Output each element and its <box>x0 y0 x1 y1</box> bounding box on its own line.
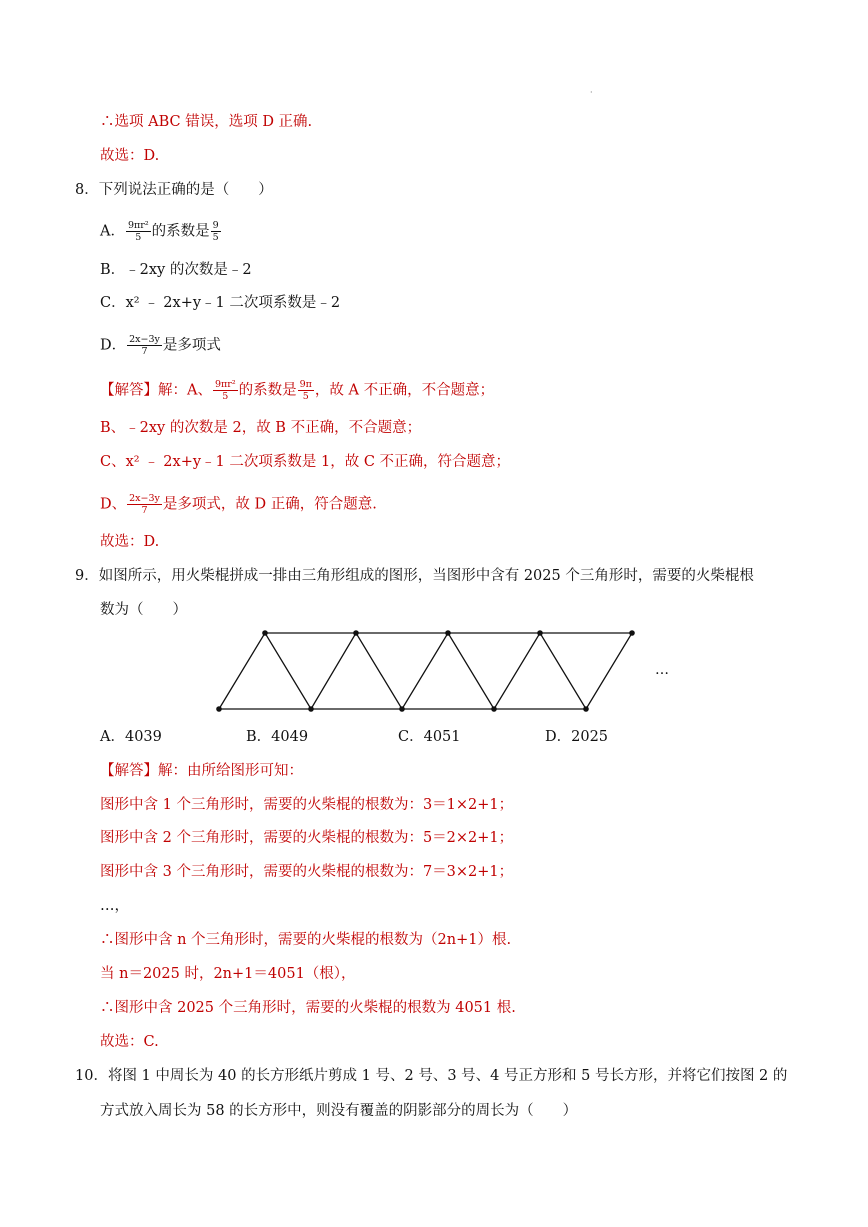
vertex-dot <box>445 630 451 636</box>
q8-option-d: D． $\frac{2x-3y}{7}$ 是多项式 <box>100 334 221 357</box>
figure-ellipsis: … <box>655 662 669 678</box>
q9-solution-line: ∴图形中含 2025 个三角形时，需要的火柴棍的根数为 4051 根. <box>100 1000 516 1016</box>
vertex-dot <box>399 706 405 712</box>
q8-sol-a-fraction: $\frac{\text{9πr²}}{5}$ <box>214 379 236 402</box>
vertex-dot <box>537 630 543 636</box>
q8-answer: 故选：D. <box>100 534 160 550</box>
q8-option-b: B．﹣2xy 的次数是﹣2 <box>100 262 252 278</box>
vertex-dot <box>353 630 359 636</box>
q9-solution-intro: 【解答】解：由所给图形可知： <box>100 763 303 779</box>
q9-solution-line: 图形中含 2 个三角形时，需要的火柴棍的根数为：5＝2×2+1； <box>100 830 514 846</box>
vertex-dot <box>491 706 497 712</box>
vertex-dot <box>216 706 222 712</box>
q8-a-fraction: $\frac{\text{9πr²}}{5}$ <box>127 220 149 243</box>
matchstick-triangles-figure <box>214 628 639 718</box>
zigzag-sticks <box>219 633 632 709</box>
q9-solution-line: 图形中含 1 个三角形时，需要的火柴棍的根数为：3＝1×2+1； <box>100 797 514 813</box>
q8-option-a: A． $\frac{\text{9πr²}}{5}$ 的系数是 $\frac{9}{5}$ <box>100 220 219 243</box>
q10-stem-line1: 10．将图 1 中周长为 40 的长方形纸片剪成 1 号、2 号、3 号、4 号正方形和 5 号长方形，并将它们按图 2 的 <box>75 1068 788 1084</box>
q8-d-fraction: $\frac{2x-3y}{7}$ <box>129 334 160 357</box>
q9-solution-line: 当 n＝2025 时，2n+1＝4051（根）， <box>100 966 356 982</box>
q8-solution-d: D、 $\frac{2x-3y}{7}$ 是多项式，故 D 正确，符合题意. <box>100 493 377 516</box>
q8-solution-a: 【解答】解：A、 $\frac{\text{9πr²}}{5}$ 的系数是 $\frac{9\pi}{5}$ ，故 A 不正确，不合题意； <box>100 379 495 402</box>
vertex-dot <box>583 706 589 712</box>
q7-answer: 故选：D. <box>100 148 160 164</box>
q9-solution-ellipsis: …， <box>100 898 129 914</box>
q9-choice-a: A．4039 <box>100 729 162 745</box>
q9-answer: 故选：C. <box>100 1034 159 1050</box>
q8-a-value-fraction: $\frac{9}{5}$ <box>212 220 219 243</box>
q9-choice-b: B．4049 <box>246 729 309 745</box>
q10-stem-line2: 方式放入周长为 58 的长方形中，则没有覆盖的阴影部分的周长为（ ） <box>100 1103 578 1119</box>
q9-solution-line: ∴图形中含 n 个三角形时，需要的火柴棍的根数为（2n+1）根. <box>100 932 512 948</box>
q9-choice-c: C．4051 <box>398 729 461 745</box>
q9-stem-line1: 9．如图所示，用火柴棍拼成一排由三角形组成的图形，当图形中含有 2025 个三角形时，需要的火柴棍根 <box>75 568 754 584</box>
q9-stem-line2: 数为（ ） <box>100 602 187 618</box>
q8-sol-d-fraction: $\frac{2x-3y}{7}$ <box>129 493 160 516</box>
vertex-dot <box>629 630 635 636</box>
q8-sol-a-value-fraction: $\frac{9\pi}{5}$ <box>299 379 312 402</box>
q8-solution-b: B、﹣2xy 的次数是 2，故 B 不正确，不合题意； <box>100 420 422 436</box>
q8-option-c: C．x² ﹣ 2x+y﹣1 二次项系数是﹣2 <box>100 295 341 311</box>
q8-stem: 8．下列说法正确的是（ ） <box>75 182 273 198</box>
vertex-dot <box>262 630 268 636</box>
vertex-dot <box>308 706 314 712</box>
q7-conclusion: ∴选项 ABC 错误，选项 D 正确. <box>100 114 313 130</box>
page-mark: · <box>590 88 593 97</box>
q8-solution-c: C、x² ﹣ 2x+y﹣1 二次项系数是 1，故 C 不正确，符合题意； <box>100 454 511 470</box>
q9-choice-d: D．2025 <box>545 729 609 745</box>
q9-solution-line: 图形中含 3 个三角形时，需要的火柴棍的根数为：7＝3×2+1； <box>100 864 514 880</box>
